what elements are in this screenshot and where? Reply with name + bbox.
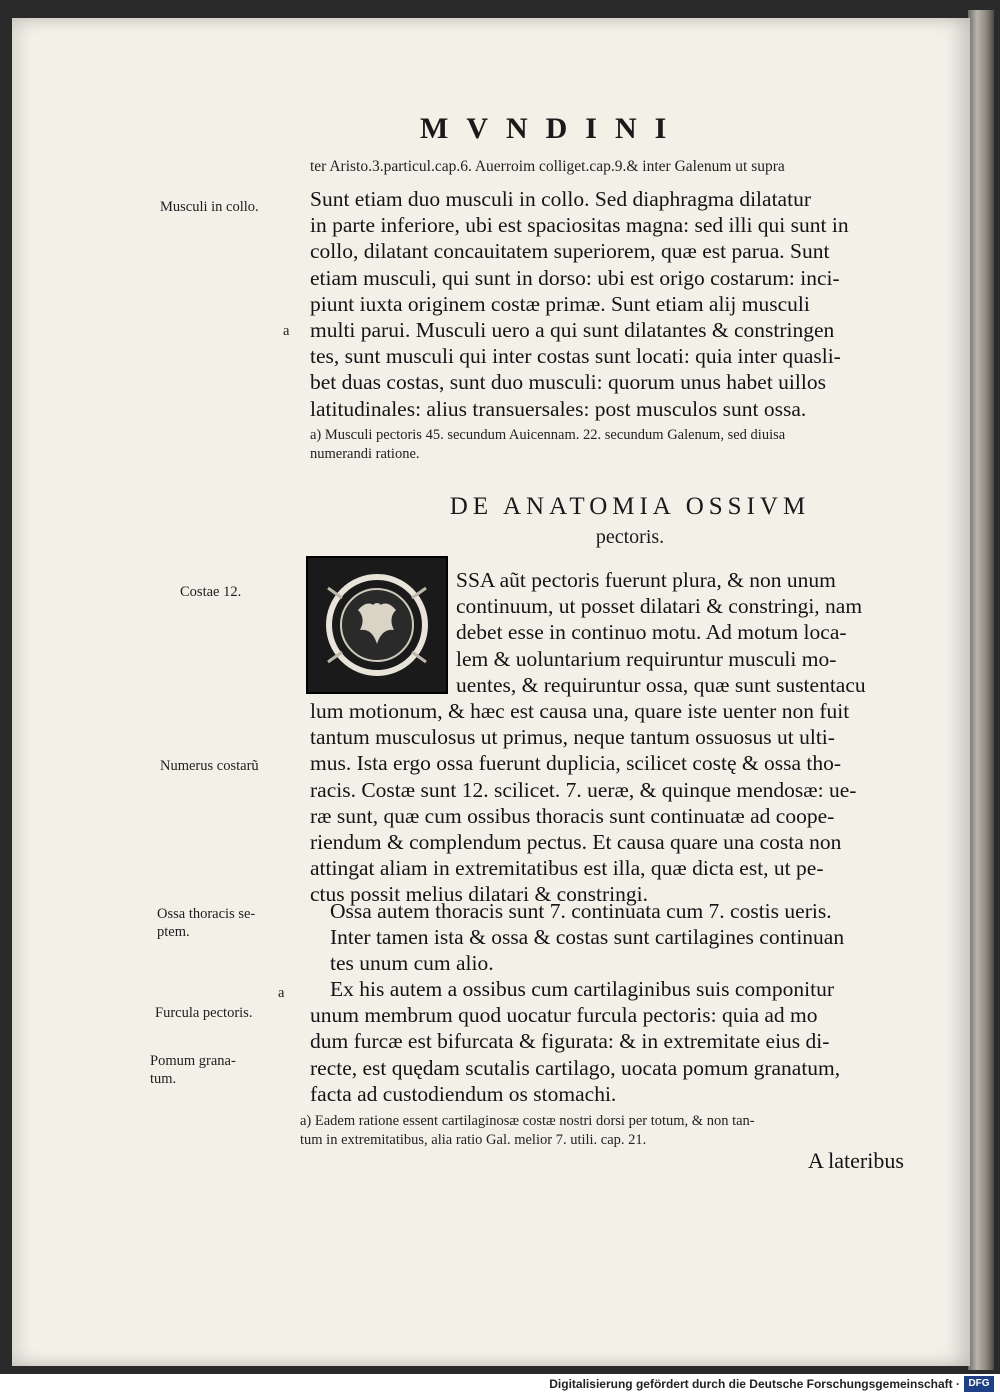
decorated-initial-o: [306, 556, 448, 694]
continuation-line: ter Aristo.3.particul.cap.6. Auerroim colliget.cap.9.& inter Galenum ut supra: [310, 158, 785, 175]
margin-note-furcula: Furcula pectoris.: [155, 1005, 253, 1021]
paragraph-ossa-continued: lum motionum, & hæc est causa una, quare iste uenter non fuit tantum musculosus ut primus, neque tantum ossuosus ut ulti- mus. Ista ergo ossa fuerunt duplicia, scilicet costę & ossa tho- racis. Costæ sunt 12. scilicet. 7. ueræ, & quinque mendosæ: ue- ræ sunt, quæ cum ossibus thoracis sunt continuatæ ad coope- riendum & complendum pectus. Et causa quare una costa non attingat aliam in extremitatibus est illa, quæ dicta est, ut pe- ctus possit melius dilatari & constringi.: [310, 699, 857, 907]
paragraph-musculi: Sunt etiam duo musculi in collo. Sed diaphragma dilatatur in parte inferiore, ubi est spaciositas magna: sed illi qui sunt in collo, dilatant concauitatem superiorem, quæ est parua. Sunt etiam musculi, qui sunt in dorso: ubi est origo costarum: inci- piunt iuxta originem costæ primæ. Sunt etiam alij musculi multi parui. Musculi uero a qui sunt dilatantes & constringen tes, sunt musculi qui inter costas sunt locati: quia inter quasli- bet duas costas, sunt duo musculi: quorum unus habet uillos latitudinales: alius transuersales: post musculos sunt ossa.: [310, 187, 849, 421]
margin-note-numerus-costarum: Numerus costarũ: [160, 758, 259, 774]
footnote-a-2: a) Eadem ratione essent cartilaginosæ costæ nostri dorsi per totum, & non tan- tum in extremitatibus, alia ratio Gal. melior 7. utili. cap. 21.: [300, 1113, 755, 1148]
margin-note-musculi-in-collo: Musculi in collo.: [160, 199, 259, 215]
paragraph-ossa-thoracis: Ossa autem thoracis sunt 7. continuata cum 7. costis ueris. Inter tamen ista & ossa & costas sunt cartilagines continuan tes unum cum alio.: [330, 899, 845, 976]
margin-note-ossa-thoracis: Ossa thoracis se- ptem.: [157, 906, 256, 940]
dfg-logo-icon: DFG: [964, 1376, 994, 1392]
paragraph-ossa-intro: SSA aũt pectoris fuerunt plura, & non unum continuum, ut posset dilatari & constringi, nam debet esse in continuo motu. Ad motum loca- lem & uoluntarium requiruntur musculi mo- uentes, & requiruntur ossa, quæ sunt sustentacu: [456, 568, 866, 697]
catchword: A lateribus: [808, 1148, 904, 1173]
paragraph-furcula: Ex his autem a ossibus cum cartilaginibus suis componitur unum membrum quod uocatur furcula pectoris: quia ad mo dum furcæ est bifurcata & figurata: & in extremitate eius di- recte, est quędam scutalis cartilago, uocata pomum granatum, facta ad custodiendum os stomachi.: [310, 977, 841, 1106]
book-binding: [968, 10, 994, 1370]
margin-note-pomum: Pomum grana- tum.: [150, 1053, 236, 1087]
section-heading: DE ANATOMIA OSSIVM: [449, 493, 811, 520]
footnote-a-1: a) Musculi pectoris 45. secundum Auicennam. 22. secundum Galenum, sed diuisa numerandi ratione.: [310, 427, 786, 462]
section-subheading: pectoris.: [595, 526, 665, 548]
margin-note-a-2: a: [278, 985, 285, 1001]
digitization-credit: Digitalisierung gefördert durch die Deutsche Forschungsgemeinschaft ·: [549, 1377, 960, 1391]
margin-note-costae: Costae 12.: [180, 584, 242, 600]
margin-note-a: a: [283, 323, 290, 339]
eagle-ornament-icon: [308, 558, 446, 692]
running-head: MVNDINI: [420, 112, 685, 145]
